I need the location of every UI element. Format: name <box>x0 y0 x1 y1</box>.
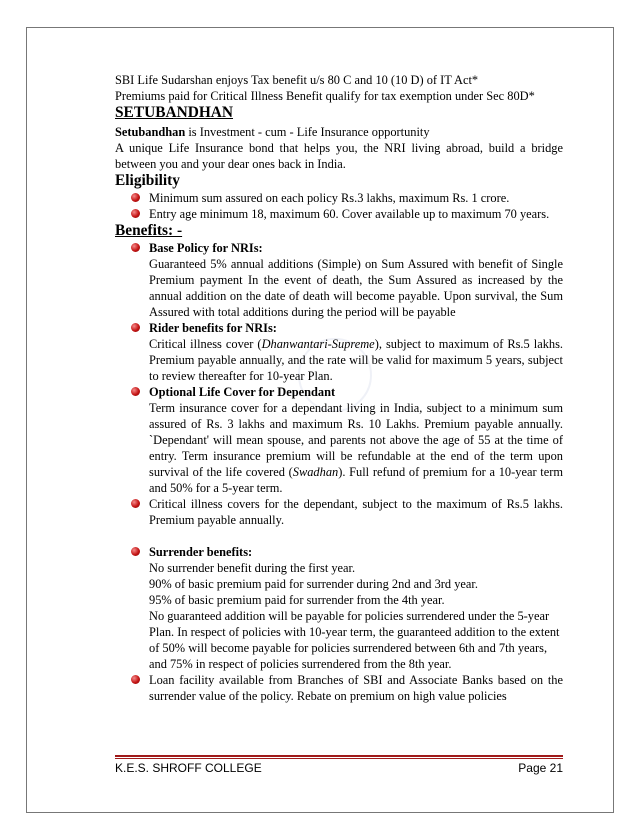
eligibility-list <box>115 190 563 222</box>
benefit-title: Base Policy for NRIs: <box>149 241 263 255</box>
list-item <box>115 544 563 672</box>
intro-line-2: Premiums paid for Critical Illness Benefit qualify for tax exemption under Sec 80D* <box>115 89 535 103</box>
list-item-text: Minimum sum assured on each policy Rs.3 lakhs, maximum Rs. 1 crore. <box>149 191 510 205</box>
benefit-text: Term insurance cover for a dependant living in India, subject to a minimum sum assured of Rs. 3 lakhs and maximum Rs. 10 Lakhs. Premium payable annually. `Dependant' will mean spouse, and parents not above the age of 55 at the time of entry. Term insurance premium will be refundable at the end of the term upon survival of the life covered ( <box>149 401 563 479</box>
footer-rule <box>115 755 563 757</box>
benefit-text: ). Full refund of premium for a 10-year term and 50% for a 5-year term. <box>149 465 563 495</box>
bullet-icon <box>131 675 140 684</box>
list-item <box>115 190 563 206</box>
list-item <box>115 320 563 384</box>
bullet-icon <box>131 387 140 396</box>
setubandhan-name: Setubandhan <box>115 125 186 139</box>
intro-paragraph <box>115 72 563 104</box>
setubandhan-description: A unique Life Insurance bond that helps you, the NRI living abroad, build a bridge between you and your dear ones back in India. <box>115 141 563 171</box>
surrender-line: 90% of basic premium paid for surrender during 2nd and 3rd year. <box>149 577 478 591</box>
bullet-icon <box>131 209 140 218</box>
benefit-text-italic: Swadhan <box>292 465 339 479</box>
benefit-text: Critical illness covers for the dependant, subject to the maximum of Rs.5 lakhs. Premium payable annually. <box>149 497 563 527</box>
setubandhan-heading: SETUBANDHAN <box>115 104 234 121</box>
list-item <box>115 240 563 320</box>
benefit-title: Optional Life Cover for Dependant <box>149 385 336 399</box>
list-item-text: Entry age minimum 18, maximum 60. Cover available up to maximum 70 years. <box>149 207 550 221</box>
list-item <box>115 672 563 704</box>
list-item <box>115 384 563 496</box>
bullet-icon <box>131 499 140 508</box>
bullet-icon <box>131 323 140 332</box>
bullet-icon <box>131 193 140 202</box>
footer-page-number: Page 21 <box>518 761 563 775</box>
bullet-icon <box>131 243 140 252</box>
bullet-icon <box>131 547 140 556</box>
benefit-title: Rider benefits for NRIs: <box>149 321 277 335</box>
setubandhan-intro <box>115 124 563 172</box>
benefit-text-italic: Dhanwantari-Supreme <box>261 337 375 351</box>
footer-rule-thin <box>115 758 563 759</box>
spacer <box>115 528 563 544</box>
footer-college: K.E.S. SHROFF COLLEGE <box>115 761 262 775</box>
surrender-line: No guaranteed addition will be payable for policies surrendered under the 5-year Plan. In respect of policies with 10-year term, the guaranteed addition to the extent of 50% will become payable for policies surrendered between 6th and 7th years, and 75% in respect of policies surrendered from the 8th year. <box>149 609 560 671</box>
benefits-list <box>115 240 563 704</box>
page-content <box>115 72 563 704</box>
eligibility-heading: Eligibility <box>115 172 180 189</box>
list-item <box>115 206 563 222</box>
setubandhan-subtitle: is Investment - cum - Life Insurance opportunity <box>185 125 430 139</box>
benefits-heading: Benefits: - <box>115 222 183 239</box>
benefit-text: Loan facility available from Branches of SBI and Associate Banks based on the surrender value of the policy. Rebate on premium on high value policies <box>149 673 563 703</box>
benefit-text: Critical illness cover ( <box>149 337 262 351</box>
benefit-text: Guaranteed 5% annual additions (Simple) on Sum Assured with benefit of Single Premium payment In the event of death, the Sum Assured as increased by the annual addition on the date of death will become payable. Upon survival, the Sum Assured with total additions during the period will be payable <box>149 257 563 319</box>
surrender-line: 95% of basic premium paid for surrender from the 4th year. <box>149 593 445 607</box>
benefit-title: Surrender benefits: <box>149 545 253 559</box>
list-item <box>115 496 563 528</box>
surrender-line: No surrender benefit during the first year. <box>149 561 356 575</box>
intro-line-1: SBI Life Sudarshan enjoys Tax benefit u/s 80 C and 10 (10 D) of IT Act* <box>115 73 479 87</box>
benefit-text: ), subject to maximum of Rs.5 lakhs. Premium payable annually, and the rate will be valid for maximum 5 years, subject to review thereafter for 10-year Plan. <box>149 337 564 383</box>
